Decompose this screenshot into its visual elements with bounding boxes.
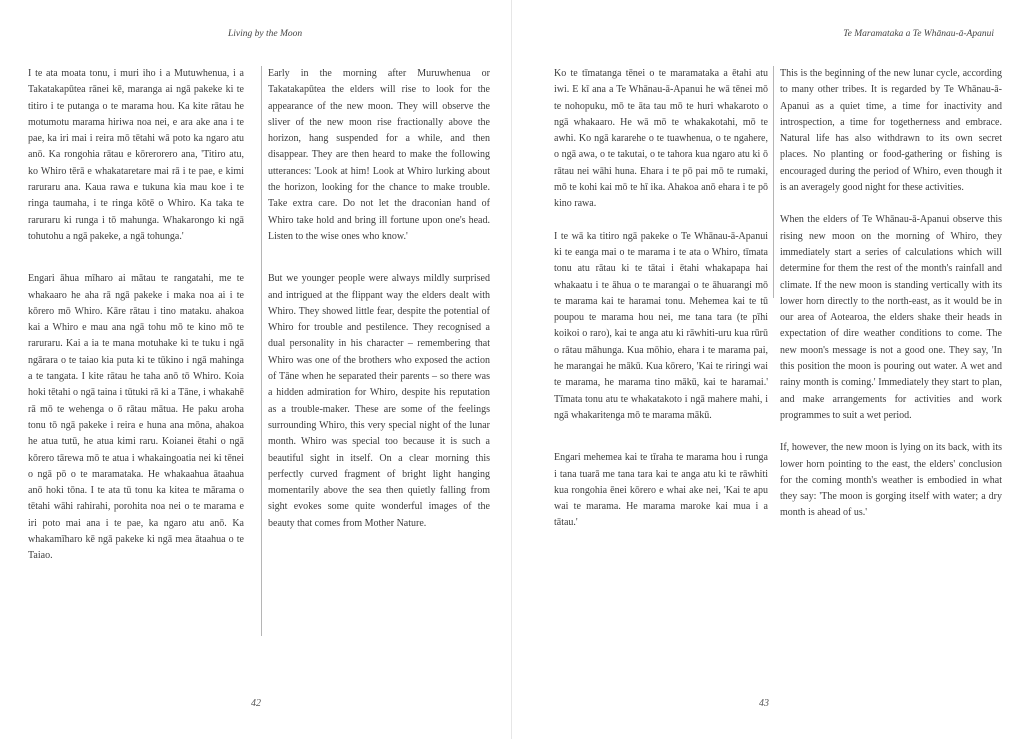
right-page xyxy=(512,0,1024,739)
english-text-column xyxy=(780,66,1002,535)
page-number: 43 xyxy=(759,698,769,709)
english-text-column xyxy=(268,66,490,545)
paragraph: When the elders of Te Whānau-ā-Apanui observe this rising new moon on the morning of Whiro, they immediately start a series of calculations which will determine for them the rest of the month's rainfall and climate. If the new moon is standing vertically with its lower horn directly to the north-east, as it would be in our area of Aotearoa, the elders shake their heads in expectation of dire weather conditions to come. The new moon's message is not a good one. They say, 'In this position the moon is pouring out water. A wet and rainy month is coming.' Immediately they start to plan, and make arrangements for activities and work programmes to suit a wet period. xyxy=(780,214,1002,421)
running-head: Living by the Moon xyxy=(228,29,303,39)
paragraph: I te ata moata tonu, i muri iho i a Mutuwhenua, i a Takatakapūtea rānei kē, maranga ai ngā pakeke ki te titiro i te putanga o te marama hou. Ka kite rātau he motumotu marama hiriwa noa nei, e ara ake ana i te pae, ka iri mai i reira mō tētahi wā poto ka ngaro atu anō. Ka rongohia rātau e kōrerorero ana, 'Titiro atu, ko Whiro tērā e whakataretare mai rā i te pae, e kimi raruraru ana. Kaua rawa e tukuna kia mau koe i te ringa taumaha, i te ringa kōtē o Whiro. Ka taka te raruraru ki runga i tō mahunga. Whakarongo ki ngā tohutohu a ngā pakeke, a ngā tohunga.' xyxy=(28,68,244,242)
running-head: Te Maramataka a Te Whānau-ā-Apanui xyxy=(843,29,994,39)
paragraph: Engari mehemea kai te tīraha te marama hou i runga i tana tuarā me tana tara kai te anga atu ki te rāwhiti kua rongohia ēnei kōrero e whai ake nei, 'Kai te apu wai te marama. He marama maroke kai mua i a tātau.' xyxy=(554,452,768,529)
paragraph: If, however, the new moon is lying on its back, with its lower horn pointing to the east, the elders' conclusion for the coming month's weather is embodied in what they say: 'The moon is gorging itself with water; a dry month is ahead of us.' xyxy=(780,442,1002,519)
paragraph: Early in the morning after Muruwhenua or Takatakapūtea the elders will rise to look for the appearance of the new moon. They will observe the sliver of the new moon rise fractionally above the horizon, hang suspended for a while, and then disappear. They are then heard to make the following utterances: 'Look at him! Look at Whiro lurking about the horizon, looking for the chance to make trouble. Take extra care. Do not let the draconian hand of Whiro take hold and bring ill fortune upon one's head. Listen to the wise ones who know.' xyxy=(268,68,490,242)
paragraph: I te wā ka titiro ngā pakeke o Te Whānau-ā-Apanui ki te eanga mai o te marama i te ata o Whiro, tīmata tonu atu rātau ki te tātai i ētahi whakapapa hai whakaatu i te āhua o te marangai o te āhuarangi mō te marama kai te haramai tonu. Mehemea kai te tū poupou te marama hou nei, me tana tara (te pīhi koikoi o raro), kai te anga atu ki rāwhiti-uru kua rūrū o rātau māhunga. Kua mōhio, ehara i te marama pai, he marangai he mākū. Kua kōrero, 'Kai te riringi wai te marama, he marama tino mākū, kai te haramai.' Tīmata tonu atu te whakatakoto i ngā mahere mahi, i ngā whakaritenga mō te marama mākū. xyxy=(554,230,768,421)
paragraph: Engari āhua mīharo ai mātau te rangatahi, me te whakaaro he aha rā ngā pakeke i maka noa ai i te kōrero mō Whiro. Kāre rātau i tino mataku. ahakoa kai a Whiro e mau ana ngā tohu mō te kino mō te raruraru. Kai a ia te mana motuhake ki te tuku i ngā ngārara o te taiao kia puta ki te tūkino i ngā mahinga a te tangata. I kite rātau he taha anō tō Whiro. Koia hoki tētahi o ngā taina i tūtuki rā ki a Tāne, i whakahē rā mō te wehenga o ō rātau mātua. He paku aroha tonu tō ngā pakeke i reira e huna ana mōna, ahakoa he atua tutū, he atua kimi raru. Koianei ētahi o ngā kōrero tārewa mō te atua i whakaingoatia nei ki tēnei o ngā pō o te maramataka. He whakaahua ātaahua anō hoki tōna. I te ata tū tonu ka kitea te mārama o tētahi wāhi rahirahi, porohita noa nei o te marama e iri poto mai ana i te pae, ka ngaro atu anō. Ka whakamīharo kē ngā pakeke ki ngā mea ātaahua o te Taiao. xyxy=(28,273,244,562)
paragraph: Ko te tīmatanga tēnei o te maramataka a ētahi atu iwi. E kī ana a Te Whānau-ā-Apanui he wā tēnei mō te nohopuku, mō te āta tau mō te huri whakaroto o ngā whakaaro. He wā mō te whakakotahi, mō te awhi. Ko ngā kararehe o te tuawhenua, o te ngahere, o ngā awa, o te takutai, o te tahora kua ngaro atu ki ō rātau nei wāhi huna. Ehara i te pō pai mō te rumaki, mō te kohi kai mō te hī ika. Ahakoa anō ehara i te pō kino rawa. xyxy=(554,68,768,210)
column-divider xyxy=(773,66,774,298)
column-divider xyxy=(261,66,262,636)
maori-text-column xyxy=(28,66,244,578)
paragraph: This is the beginning of the new lunar cycle, according to many other tribes. It is regarded by Te Whānau-ā-Apanui as a quiet time, a time for inactivity and introspection, a time for togetherness and embrace. Natural life has also withdrawn to its own secret places. No planting or food-gathering or fishing is encouraged during the period of Whiro, even though it is an averagely good night for these activities. xyxy=(780,68,1002,194)
maori-text-column xyxy=(554,66,768,545)
paragraph: But we younger people were always mildly surprised and intrigued at the flippant way the elders dealt with Whiro. They showed little fear, despite the potential of Whiro for trouble and pestilence. They recognised a dual personality in his character – remembering that Whiro was one of the brothers who exposed the action of Tāne when he separated their parents – so there was a hidden admiration for Whiro, despite his reputation as a trouble-maker. These are some of the feelings surrounding Whiro, this very special night of the lunar month. Whiro was special too because it is such a beautiful sight in itself. On a clear morning this perfectly curved fragment of bright light hanging momentarily above the sea then quietly falling from sight evokes some quite wonderful images of the beauty that comes from Mother Nature. xyxy=(268,273,490,529)
page-number: 42 xyxy=(251,698,261,709)
